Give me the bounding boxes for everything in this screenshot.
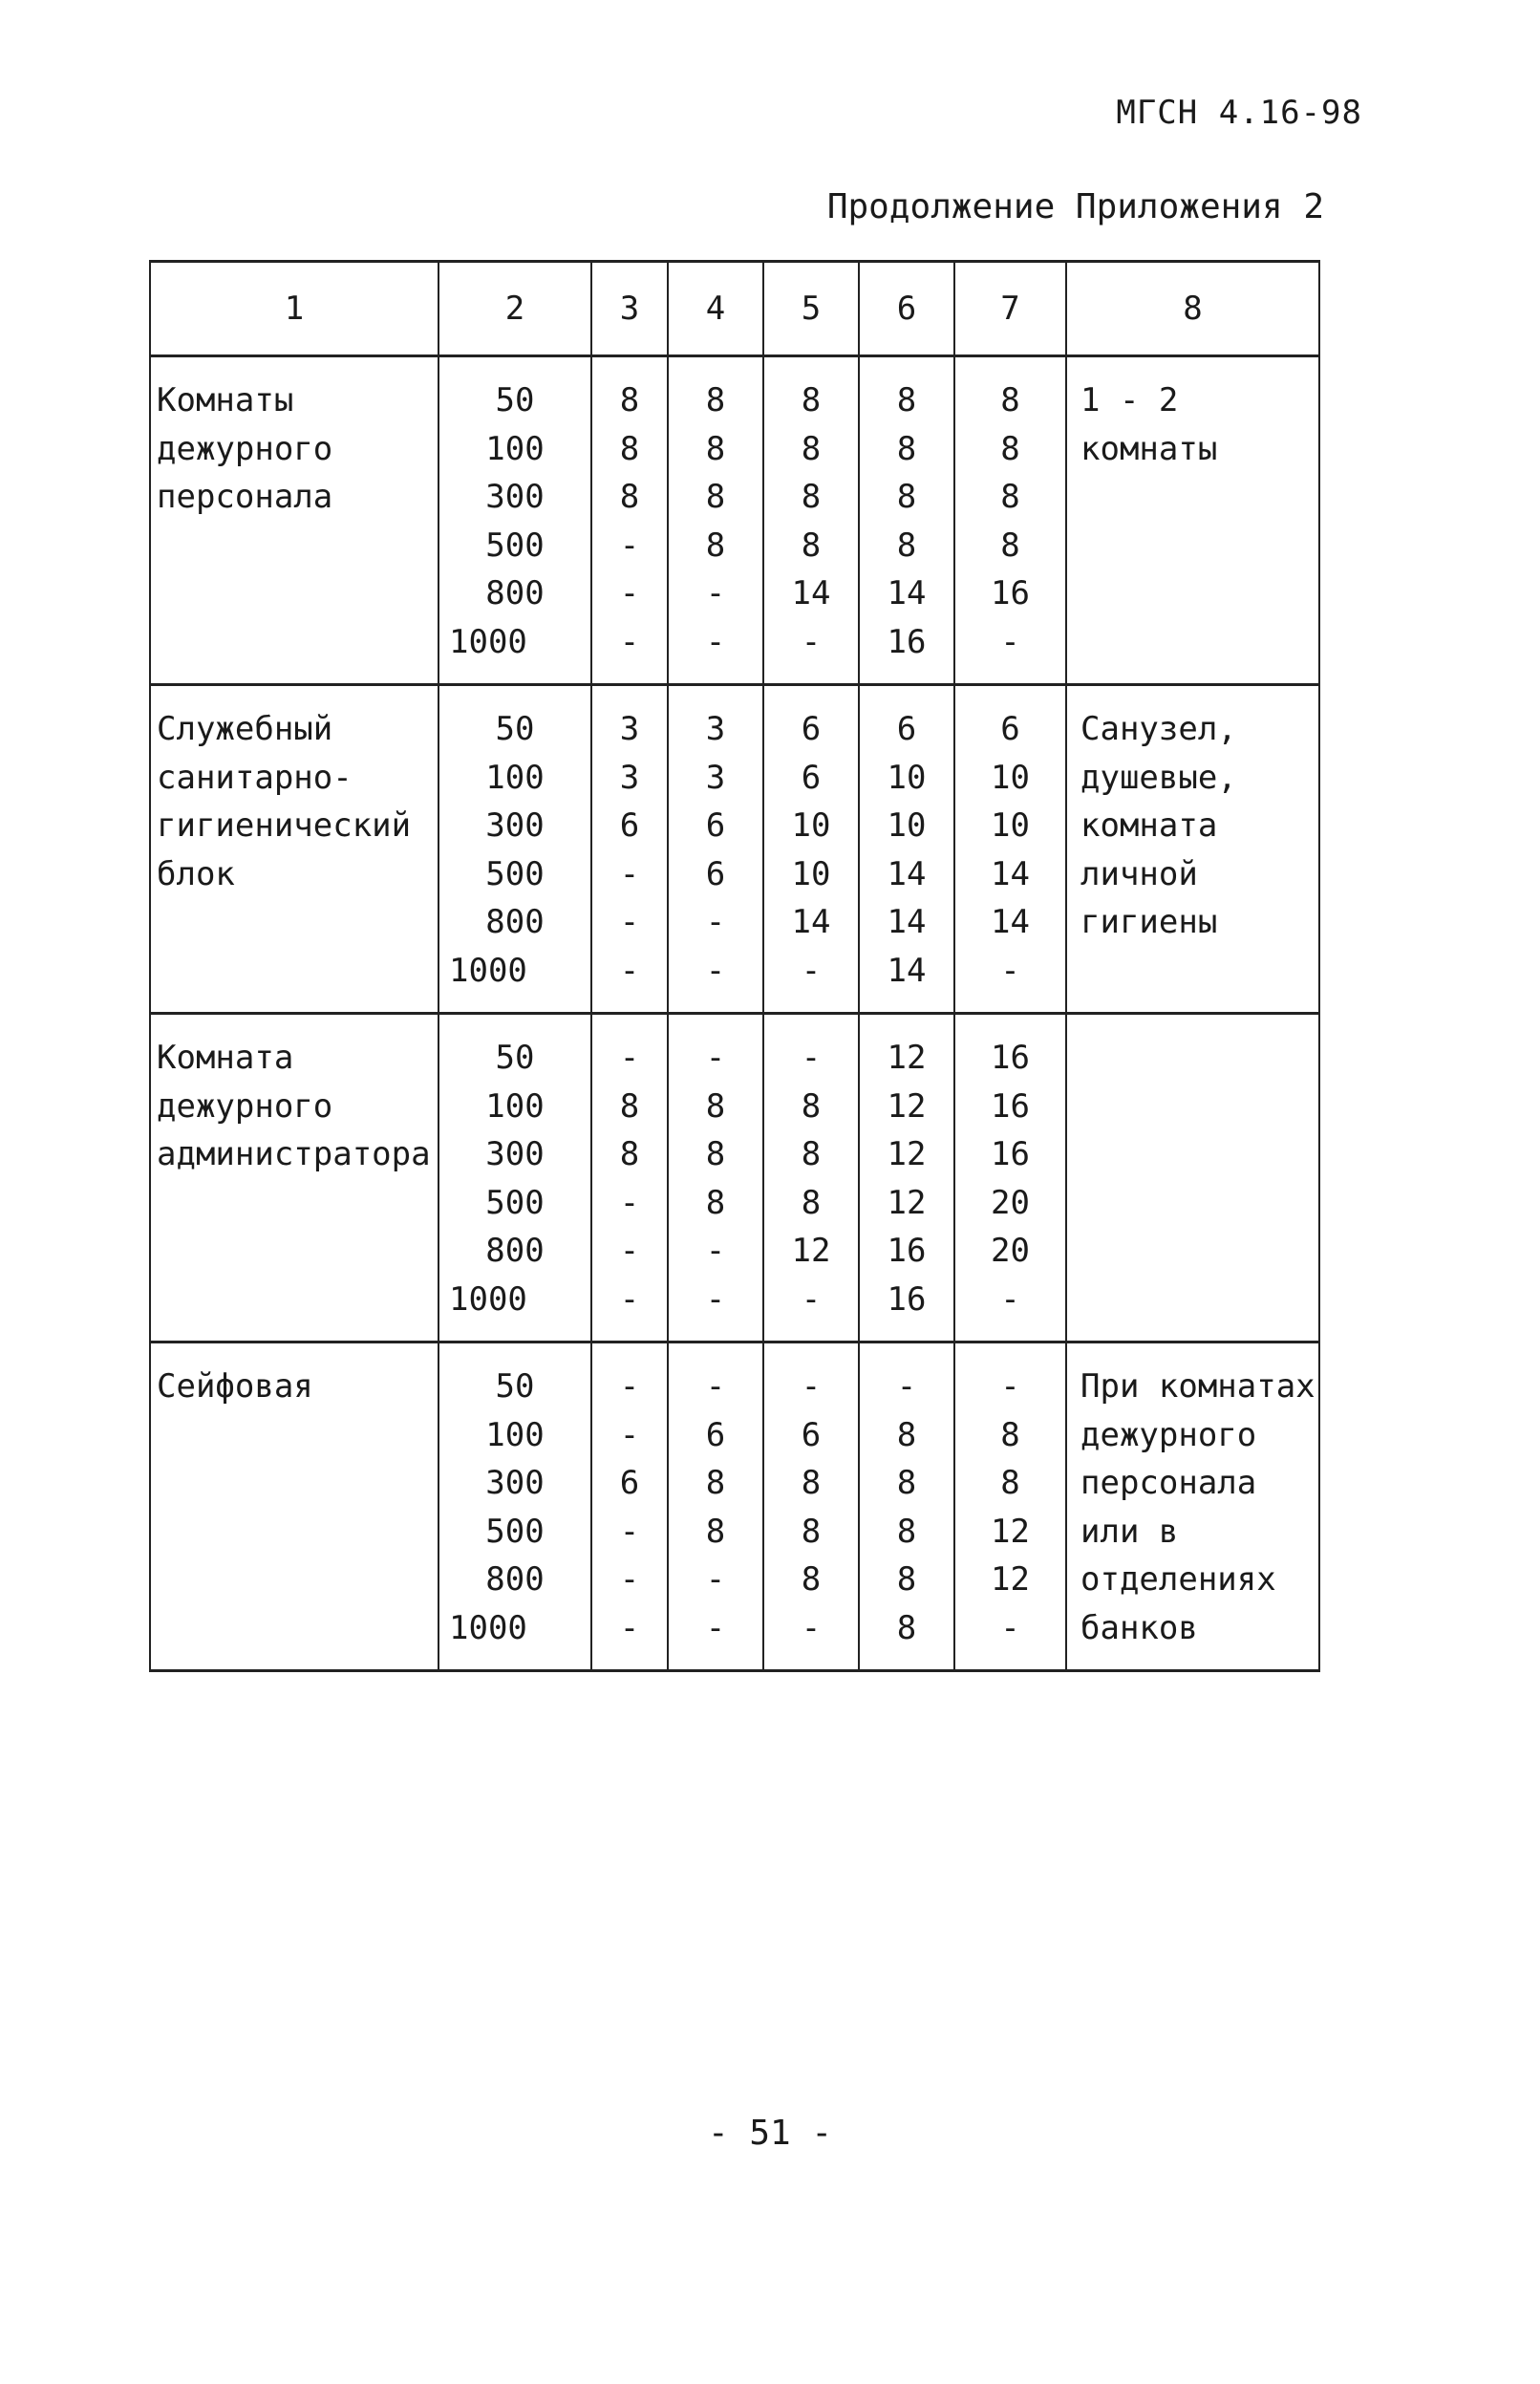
area-value: 8 (801, 381, 822, 419)
area-value: - (705, 1279, 726, 1319)
area-values-cell (668, 356, 763, 685)
area-values-cell (763, 685, 859, 1014)
room-name-cell: Комнаты дежурного персонала (150, 356, 438, 685)
capacity-value: 300 (485, 478, 545, 516)
area-value: - (801, 1367, 822, 1406)
area-value: 8 (705, 1086, 726, 1126)
area-value: 16 (991, 574, 1030, 612)
area-value: 8 (705, 1135, 726, 1173)
area-value: - (1000, 622, 1020, 661)
area-value: - (1000, 951, 1020, 990)
area-value: 10 (991, 758, 1030, 797)
area-value: 12 (991, 1512, 1030, 1551)
area-value: 14 (791, 574, 831, 612)
area-values-cell (954, 1342, 1066, 1671)
capacity-value: 100 (485, 1086, 545, 1126)
area-value: 6 (705, 806, 726, 845)
table-group (150, 685, 1319, 1014)
area-value: - (801, 1039, 822, 1077)
area-value: 8 (801, 1464, 822, 1502)
note-cell (1066, 1014, 1319, 1342)
area-value: - (801, 1279, 822, 1319)
area-values-cell (859, 356, 954, 685)
area-value: - (705, 903, 726, 941)
capacity-value: 300 (485, 1464, 545, 1502)
area-value: 8 (896, 1415, 917, 1454)
area-value: - (619, 622, 640, 661)
area-value: 6 (705, 1415, 726, 1454)
area-value: 12 (887, 1086, 927, 1126)
area-values-cell (668, 1342, 763, 1671)
area-value: - (705, 1039, 726, 1077)
area-value: 8 (1000, 429, 1020, 468)
table-group (150, 1342, 1319, 1671)
area-value: 16 (991, 1086, 1030, 1126)
area-value: - (705, 1608, 726, 1647)
area-value: 8 (705, 478, 726, 516)
area-values-cell (859, 685, 954, 1014)
area-value: 8 (896, 429, 917, 468)
area-value: - (619, 526, 640, 565)
area-value: - (1000, 1367, 1020, 1406)
area-value: 20 (991, 1232, 1030, 1270)
area-value: 16 (991, 1039, 1030, 1077)
capacity-value: 50 (495, 1367, 535, 1406)
area-values-cell (954, 1014, 1066, 1342)
area-values-cell (591, 1014, 668, 1342)
area-value: 12 (887, 1135, 927, 1173)
area-value: 12 (887, 1183, 927, 1222)
capacity-value: 50 (495, 381, 535, 419)
area-value: 6 (801, 1415, 822, 1454)
area-value: - (619, 1039, 640, 1077)
area-value: 14 (791, 903, 831, 941)
area-value: 12 (887, 1039, 927, 1077)
area-value: 3 (705, 710, 726, 748)
area-value: 8 (619, 381, 640, 419)
area-value: 8 (619, 1135, 640, 1173)
area-value: 6 (619, 1464, 640, 1502)
room-name-cell: Сейфовая (150, 1342, 438, 1671)
area-value: 8 (619, 478, 640, 516)
area-value: - (619, 1512, 640, 1551)
col-header-5: 5 (763, 262, 859, 356)
capacity-value: 800 (485, 1232, 545, 1270)
area-value: - (619, 854, 640, 893)
area-value: 16 (887, 1279, 927, 1319)
area-value: 16 (887, 622, 927, 661)
area-value: 14 (991, 854, 1030, 893)
area-value: 8 (705, 1512, 726, 1551)
col-header-2: 2 (438, 262, 591, 356)
area-value: 10 (887, 806, 927, 845)
area-value: 14 (991, 903, 1030, 941)
capacity-value: 800 (485, 1560, 545, 1599)
area-value: 8 (801, 1135, 822, 1173)
area-value: 8 (896, 1608, 917, 1647)
table-row (150, 356, 1319, 685)
area-values-cell (591, 1342, 668, 1671)
capacity-value: 50 (495, 710, 535, 748)
col-header-7: 7 (954, 262, 1066, 356)
area-values-cell (763, 1014, 859, 1342)
capacity-cell (438, 1014, 591, 1342)
area-value: - (705, 1367, 726, 1406)
capacity-value: 800 (485, 903, 545, 941)
capacity-value: 50 (495, 1039, 535, 1077)
area-value: 8 (619, 1086, 640, 1126)
capacity-value: 500 (485, 854, 545, 893)
area-value: 14 (887, 574, 927, 612)
area-value: 12 (991, 1560, 1030, 1599)
area-values-cell (763, 1342, 859, 1671)
page-number: - 51 - (707, 2114, 833, 2153)
area-value: - (705, 622, 726, 661)
note-cell: Санузел, душевые, комната личной гигиены (1066, 685, 1319, 1014)
area-value: - (619, 1367, 640, 1406)
capacity-value: 1000 (449, 1279, 527, 1319)
area-values-cell (859, 1014, 954, 1342)
col-header-1: 1 (150, 262, 438, 356)
capacity-value: 300 (485, 1135, 545, 1173)
capacity-value: 100 (485, 758, 545, 797)
table-group (150, 356, 1319, 685)
area-value: 8 (705, 1183, 726, 1222)
capacity-value: 100 (485, 1415, 545, 1454)
area-values-cell (591, 356, 668, 685)
area-value: 8 (801, 478, 822, 516)
area-value: 3 (705, 758, 726, 797)
capacity-value: 100 (485, 429, 545, 468)
area-value: 8 (896, 526, 917, 565)
doc-code: МГСН 4.16-98 (1116, 94, 1362, 132)
area-value: 8 (619, 429, 640, 468)
area-value: - (896, 1367, 917, 1406)
area-value: - (705, 1560, 726, 1599)
note-cell: 1 - 2 комнаты (1066, 356, 1319, 685)
area-value: 6 (801, 758, 822, 797)
area-value: 8 (801, 1183, 822, 1222)
capacity-value: 500 (485, 1512, 545, 1551)
area-value: 10 (791, 854, 831, 893)
area-value: 8 (801, 1086, 822, 1126)
appendix-table (149, 260, 1320, 1672)
area-value: 8 (1000, 381, 1020, 419)
area-value: 8 (801, 1560, 822, 1599)
continuation-caption: Продолжение Приложения 2 (826, 187, 1324, 226)
area-value: 12 (791, 1232, 831, 1270)
area-values-cell (763, 356, 859, 685)
capacity-value: 1000 (449, 1608, 527, 1647)
area-value: 6 (1000, 710, 1020, 748)
area-value: - (619, 1560, 640, 1599)
capacity-value: 1000 (449, 622, 527, 661)
col-header-4: 4 (668, 262, 763, 356)
area-value: - (1000, 1608, 1020, 1647)
area-value: 10 (991, 806, 1030, 845)
area-value: - (705, 574, 726, 612)
col-header-6: 6 (859, 262, 954, 356)
area-value: 14 (887, 903, 927, 941)
area-value: 8 (896, 1464, 917, 1502)
area-value: 8 (705, 381, 726, 419)
area-value: 10 (791, 806, 831, 845)
note-cell: При комнатах дежурного персонала или в отделениях банков (1066, 1342, 1319, 1671)
area-value: - (1000, 1279, 1020, 1319)
area-value: - (619, 1279, 640, 1319)
area-value: - (619, 1232, 640, 1270)
area-value: 8 (801, 1512, 822, 1551)
area-value: 16 (887, 1232, 927, 1270)
area-value: - (619, 1608, 640, 1647)
area-value: 3 (619, 710, 640, 748)
capacity-value: 500 (485, 526, 545, 565)
room-name-cell: Служебный санитарно-гигиенический блок (150, 685, 438, 1014)
capacity-value: 300 (485, 806, 545, 845)
area-value: - (619, 903, 640, 941)
area-value: - (801, 1608, 822, 1647)
area-value: 14 (887, 854, 927, 893)
area-value: 8 (1000, 1464, 1020, 1502)
area-values-cell (591, 685, 668, 1014)
area-value: 8 (1000, 1415, 1020, 1454)
area-value: - (619, 951, 640, 990)
area-values-cell (668, 685, 763, 1014)
area-value: 8 (896, 1512, 917, 1551)
area-value: 8 (1000, 526, 1020, 565)
capacity-cell (438, 356, 591, 685)
area-value: 3 (619, 758, 640, 797)
table-group (150, 1014, 1319, 1342)
area-value: 6 (619, 806, 640, 845)
room-name-cell: Комната дежурного администратора (150, 1014, 438, 1342)
area-value: 16 (991, 1135, 1030, 1173)
area-value: - (619, 1415, 640, 1454)
area-value: 8 (801, 429, 822, 468)
area-value: 20 (991, 1183, 1030, 1222)
area-value: 8 (896, 381, 917, 419)
capacity-cell (438, 1342, 591, 1671)
area-value: 8 (1000, 478, 1020, 516)
area-value: - (705, 951, 726, 990)
area-value: 6 (801, 710, 822, 748)
col-header-8: 8 (1066, 262, 1319, 356)
table-row (150, 1342, 1319, 1671)
area-value: - (619, 574, 640, 612)
area-value: 14 (887, 951, 927, 990)
area-value: - (619, 1183, 640, 1222)
capacity-value: 500 (485, 1183, 545, 1222)
area-value: 8 (896, 1560, 917, 1599)
area-value: 8 (705, 1464, 726, 1502)
area-value: 8 (705, 526, 726, 565)
area-value: 6 (705, 854, 726, 893)
area-value: 10 (887, 758, 927, 797)
table-row (150, 1014, 1319, 1342)
area-value: - (801, 622, 822, 661)
area-value: - (705, 1232, 726, 1270)
capacity-value: 800 (485, 574, 545, 612)
area-values-cell (668, 1014, 763, 1342)
area-value: 8 (896, 478, 917, 516)
area-values-cell (954, 356, 1066, 685)
table-row (150, 685, 1319, 1014)
column-number-row (150, 262, 1319, 356)
area-values-cell (859, 1342, 954, 1671)
capacity-value: 1000 (449, 951, 527, 990)
area-value: - (801, 951, 822, 990)
area-value: 8 (801, 526, 822, 565)
capacity-cell (438, 685, 591, 1014)
col-header-3: 3 (591, 262, 668, 356)
area-value: 6 (896, 710, 917, 748)
area-value: 8 (705, 429, 726, 468)
area-values-cell (954, 685, 1066, 1014)
